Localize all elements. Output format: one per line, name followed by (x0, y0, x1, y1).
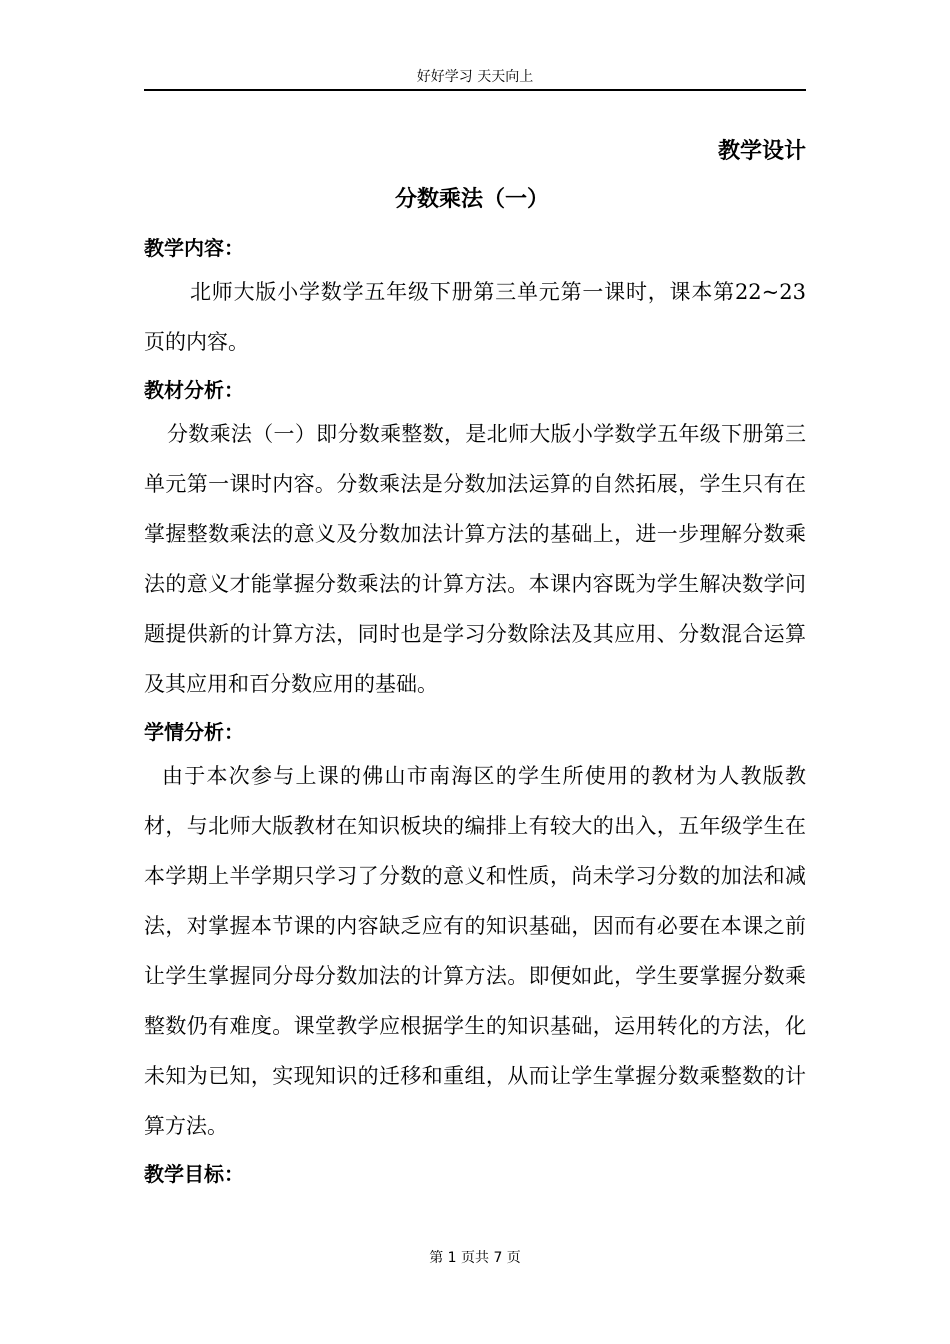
page-header-text: 好好学习 天天向上 (416, 69, 534, 85)
paragraph-material-analysis: 分数乘法（一）即分数乘整数，是北师大版小学数学五年级下册第三单元第一课时内容。分数乘法是分数加法运算的自然拓展，学生只有在掌握整数乘法的意义及分数加法计算方法的基础上，进一步理解分数乘法的意义才能掌握分数乘法的计算方法。本课内容既为学生解决数学问题提供新的计算方法，同时也是学习分数除法及其应用、分数混合运算及其应用和百分数应用的基础。 (144, 422, 806, 696)
section-heading-objectives: 教学目标： (144, 1162, 244, 1186)
page-footer-number: 第 1 页共 7 页 (429, 1250, 521, 1266)
document-title: 分数乘法（一） (394, 187, 549, 212)
section-heading-material-analysis: 教材分析： (144, 378, 244, 402)
document-type-label: 教学设计 (717, 139, 806, 164)
paragraph-student-analysis: 由于本次参与上课的佛山市南海区的学生所使用的教材为人教版教材，与北师大版教材在知识板块的编排上有较大的出入，五年级学生在本学期上半学期只学习了分数的意义和性质，尚未学习分数的加法和减法，对掌握本节课的内容缺乏应有的知识基础，因而有必要在本课之前让学生掌握同分母分数加法的计算方法。即便如此，学生要掌握分数乘整数仍有难度。课堂教学应根据学生的知识基础，运用转化的方法，化未知为已知，实现知识的迁移和重组，从而让学生掌握分数乘整数的计算方法。 (144, 764, 806, 1138)
paragraph-content: 北师大版小学数学五年级下册第三单元第一课时，课本第22~23页的内容。 (144, 280, 806, 354)
section-heading-content: 教学内容： (144, 236, 244, 260)
section-heading-student-analysis: 学情分析： (144, 720, 244, 744)
document-body (144, 233, 806, 1189)
header-rule (144, 89, 806, 91)
